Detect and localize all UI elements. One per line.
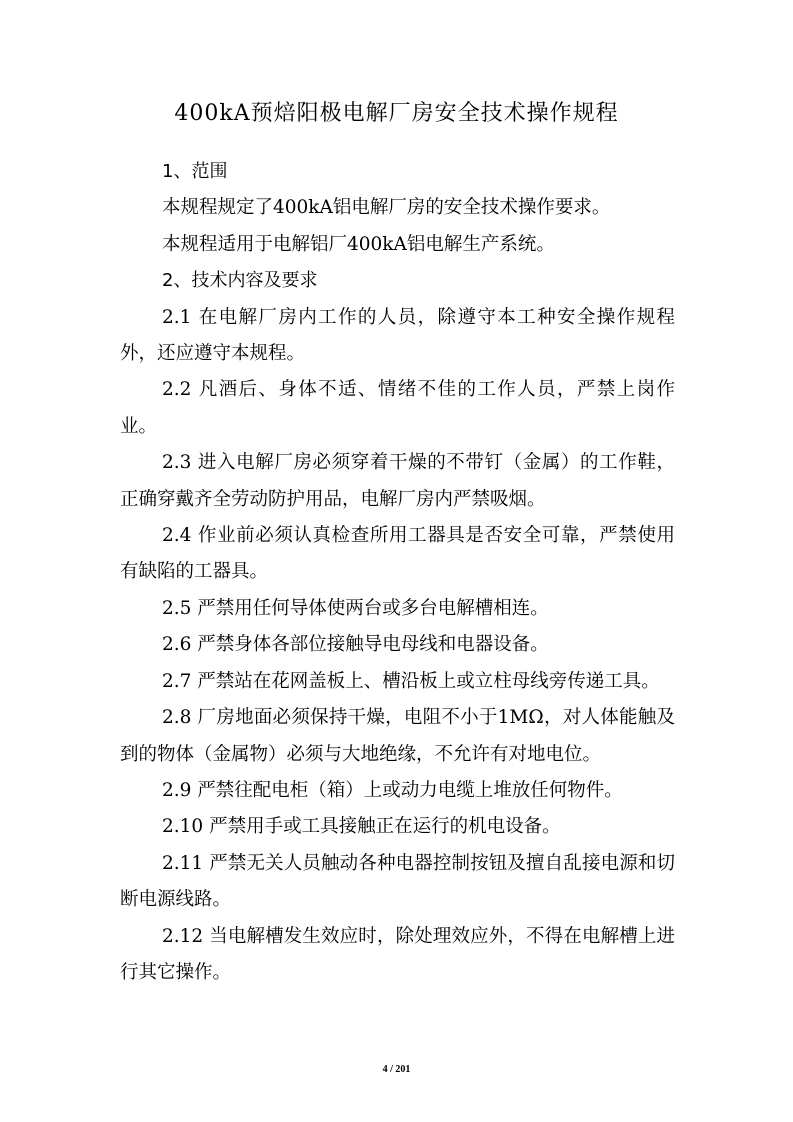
document-title: 400kA预焙阳极电解厂房安全技术操作规程	[174, 101, 619, 126]
page-number: 4 / 201	[382, 1064, 411, 1075]
clause-2-9: 2.9 严禁往配电柜（箱）上或动力电缆上堆放任何物件。	[162, 779, 623, 801]
clause-2-11: 2.11 严禁无关人员触动各种电器控制按钮及擅自乱接电源和切断电源线路。	[120, 852, 675, 911]
document-body	[120, 154, 675, 991]
clause-2-3: 2.3 进入电解厂房必须穿着干燥的不带钉（金属）的工作鞋，正确穿戴齐全劳动防护用品，电解厂房内严禁吸烟。	[120, 452, 675, 510]
paragraph: 本规程规定了400kA铝电解厂房的安全技术操作要求。	[162, 197, 611, 219]
clause-2-6: 2.6 严禁身体各部位接触导电母线和电器设备。	[162, 634, 549, 656]
clause-2-4: 2.4 作业前必须认真检查所用工器具是否安全可靠，严禁使用有缺陷的工器具。	[120, 525, 675, 583]
clause-2-12: 2.12 当电解槽发生效应时，除处理效应外，不得在电解槽上进行其它操作。	[120, 925, 675, 983]
clause-2-1: 2.1 在电解厂房内工作的人员，除遵守本工种安全操作规程外，还应遵守本规程。	[120, 306, 675, 365]
paragraph: 本规程适用于电解铝厂400kA铝电解生产系统。	[162, 233, 555, 255]
clause-2-2: 2.2 凡酒后、身体不适、情绪不佳的工作人员，严禁上岗作业。	[120, 379, 675, 437]
section-heading-scope: 1、范围	[162, 161, 228, 182]
clause-2-8: 2.8 厂房地面必须保持干燥，电阻不小于1MΩ，对人体能触及到的物体（金属物）必须与大地绝缘，不允许有对地电位。	[120, 707, 675, 765]
clause-2-7: 2.7 严禁站在花网盖板上、槽沿板上或立柱母线旁传递工具。	[162, 670, 660, 692]
clause-2-5: 2.5 严禁用任何导体使两台或多台电解槽相连。	[162, 597, 549, 619]
section-heading-requirements: 2、技术内容及要求	[162, 270, 318, 292]
clause-2-10: 2.10 严禁用手或工具接触正在运行的机电设备。	[162, 816, 561, 838]
